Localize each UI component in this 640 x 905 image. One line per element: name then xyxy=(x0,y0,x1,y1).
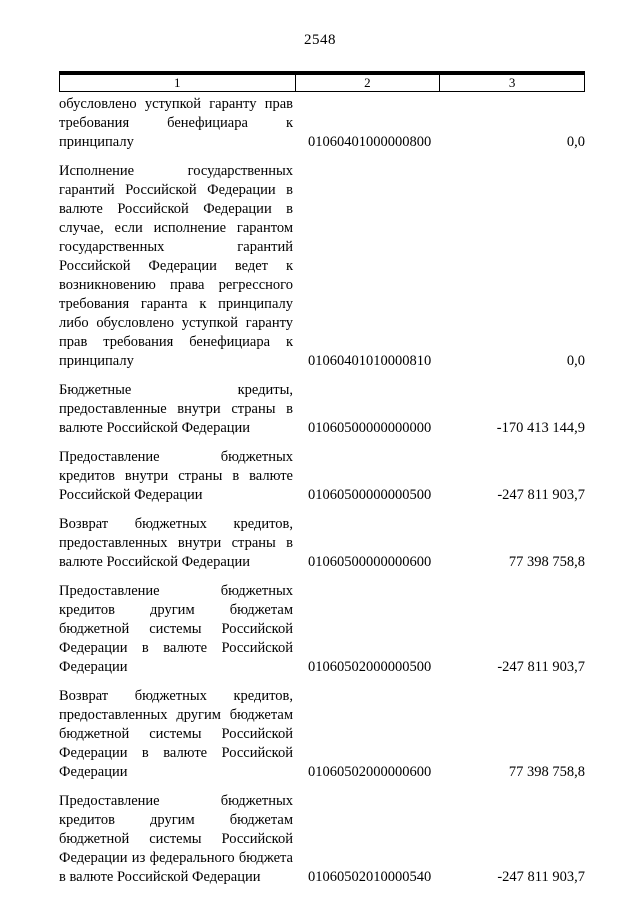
row-description: Возврат бюджетных кредитов, предоставленных другим бюджетам бюджетной системы Российской Федерации в валюте Российской Федерации xyxy=(59,688,293,780)
row-description: Исполнение государственных гарантий Российской Федерации в валюте Российской Федерации в случае, если исполнение гарантом государственных гарантий Российской Федерации ведет к возникновению права регрессного требования гаранта к принципалу либо обусловлено уступкой гаранту прав требования бенефициара к принципалу xyxy=(59,163,293,369)
row-description: Предоставление бюджетных кредитов внутри страны в валюте Российской Федерации xyxy=(59,449,293,503)
table-row xyxy=(59,95,585,152)
row-amount: -247 811 903,7 xyxy=(497,869,585,885)
budget-table xyxy=(59,71,585,887)
row-code: 01060500000000600 xyxy=(308,554,432,570)
row-description: Возврат бюджетных кредитов, предоставленных внутри страны в валюте Российской Федерации xyxy=(59,516,293,570)
row-description: обусловлено уступкой гаранту прав требования бенефициара к принципалу xyxy=(59,96,293,150)
column-header-2: 2 xyxy=(296,74,441,91)
row-code: 01060401010000810 xyxy=(308,353,432,369)
row-code: 01060500000000500 xyxy=(308,487,432,503)
table-header-row xyxy=(59,71,585,92)
table-row xyxy=(59,687,585,782)
row-amount: -247 811 903,7 xyxy=(497,659,585,675)
row-amount: 0,0 xyxy=(566,353,585,369)
row-amount: 77 398 758,8 xyxy=(508,764,585,780)
row-code: 01060500000000000 xyxy=(308,420,432,436)
table-row xyxy=(59,582,585,677)
page-number: 2548 xyxy=(304,32,336,48)
row-code: 01060502000000600 xyxy=(308,764,432,780)
table-row xyxy=(59,448,585,505)
row-code: 01060502010000540 xyxy=(308,869,432,885)
row-amount: -170 413 144,9 xyxy=(496,420,585,436)
column-header-3: 3 xyxy=(440,74,585,91)
table-row xyxy=(59,792,585,887)
row-amount: 0,0 xyxy=(566,134,585,150)
column-header-1: 1 xyxy=(60,74,296,91)
table-body xyxy=(59,95,585,887)
row-code: 01060502000000500 xyxy=(308,659,432,675)
row-description: Предоставление бюджетных кредитов другим бюджетам бюджетной системы Российской Федерации в валюте Российской Федерации xyxy=(59,583,293,675)
row-description: Предоставление бюджетных кредитов другим бюджетам бюджетной системы Российской Федерации из федерального бюджета в валюте Российской Федерации xyxy=(59,793,293,885)
table-row xyxy=(59,515,585,572)
row-code: 01060401000000800 xyxy=(308,134,432,150)
row-amount: -247 811 903,7 xyxy=(497,487,585,503)
row-description: Бюджетные кредиты, предоставленные внутри страны в валюте Российской Федерации xyxy=(59,382,293,436)
table-row xyxy=(59,162,585,371)
table-row xyxy=(59,381,585,438)
row-amount: 77 398 758,8 xyxy=(508,554,585,570)
